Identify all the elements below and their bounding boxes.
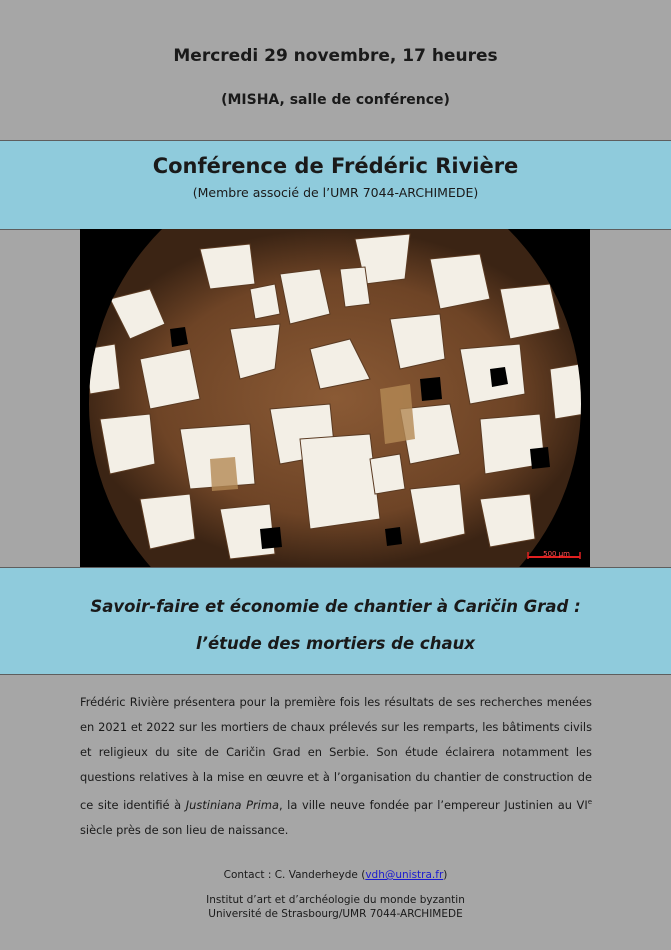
abstract-paragraph xyxy=(80,690,592,843)
contact-suffix: ) xyxy=(443,869,448,881)
institution-line2: Université de Strasbourg/UMR 7044-ARCHIMEDE xyxy=(208,908,463,920)
abstract-text-end: siècle près de son lieu de naissance. xyxy=(80,822,289,837)
speaker-band xyxy=(0,140,671,230)
speaker-affiliation: (Membre associé de l’UMR 7044-ARCHIMEDE) xyxy=(192,185,479,200)
topic-title-line1: Savoir-faire et économie de chantier à Caričin Grad : xyxy=(90,597,581,616)
topic-title-line2: l’étude des mortiers de chaux xyxy=(196,634,475,653)
scale-label: 500 µm xyxy=(543,550,570,558)
century-superscript: e xyxy=(587,798,593,806)
abstract-text: Frédéric Rivière présentera pour la première fois les résultats de ses recherches menées en 2021 et 2022 sur les mortiers de chaux prélevés sur les remparts, les bâtiments civils et religieux du site de Caričin Grad en Serbie. Son étude éclairera notamment les questions relatives à la mise en œuvre et à l’organisation du chantier de construction de ce site identifié à xyxy=(80,695,592,812)
micrograph-image xyxy=(80,229,590,567)
event-date: Mercredi 29 novembre, 17 heures xyxy=(173,46,498,66)
contact-email-link[interactable]: vdh@unistra.fr xyxy=(365,869,444,881)
institution-block xyxy=(0,893,671,921)
topic-band xyxy=(0,567,671,675)
contact-prefix: Contact : C. Vanderheyde ( xyxy=(223,869,366,881)
abstract-text-cont: , la ville neuve fondée par l’empereur Justinien au VI xyxy=(278,797,588,812)
institution-line1: Institut d’art et d’archéologie du monde byzantin xyxy=(206,894,465,906)
abstract-italic-name: Justiniana Prima xyxy=(185,797,279,812)
event-venue: (MISHA, salle de conférence) xyxy=(221,92,450,108)
conference-title: Conférence de Frédéric Rivière xyxy=(152,154,519,178)
contact-line xyxy=(0,869,671,881)
